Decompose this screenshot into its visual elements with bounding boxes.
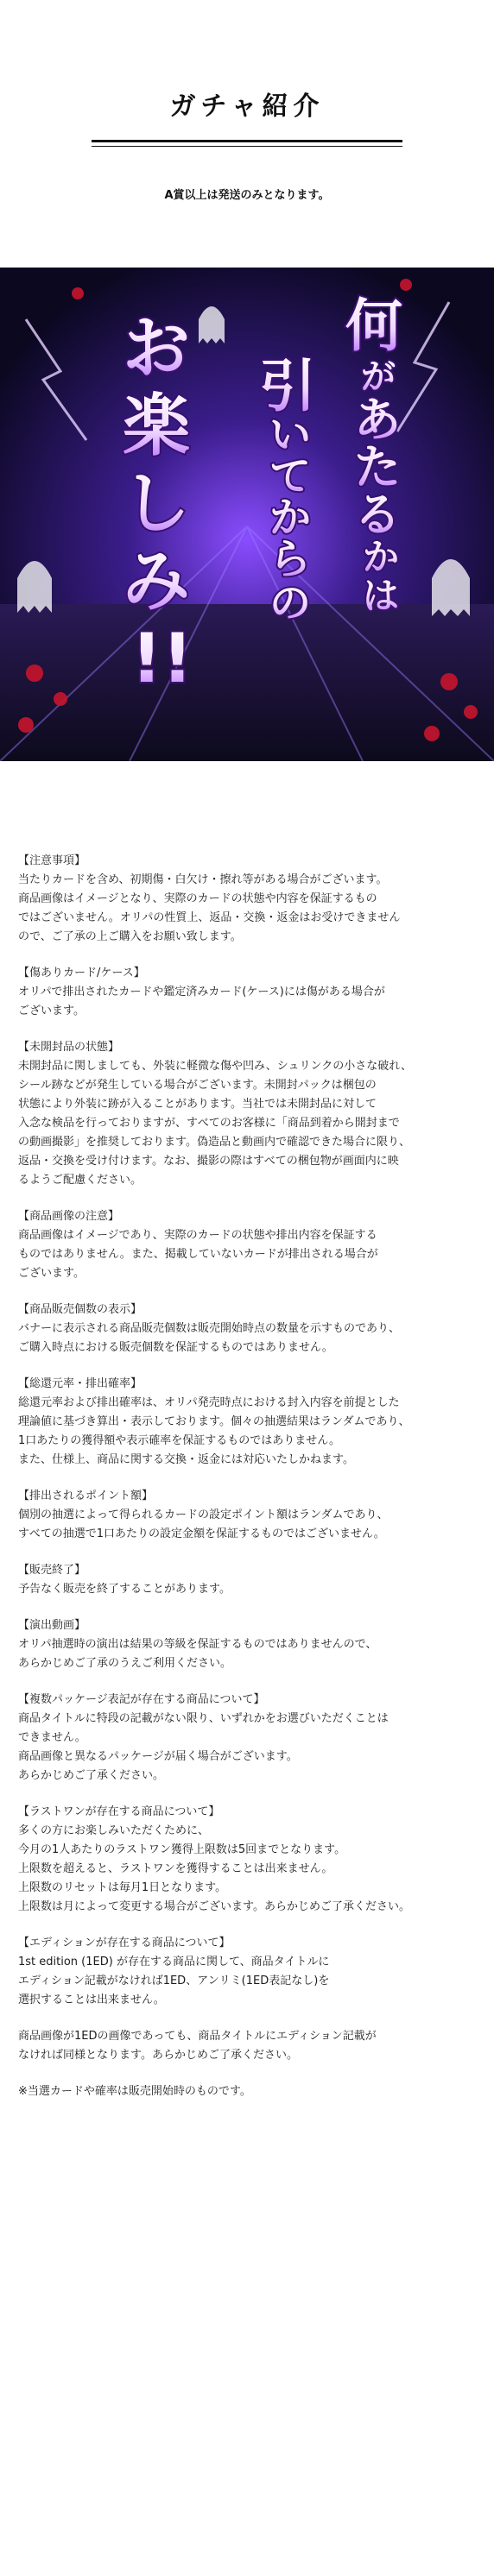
section-line: 総還元率および排出確率は、オリパ発売時点における封入内容を前提とした xyxy=(18,1396,400,1409)
title-divider-thin xyxy=(92,146,402,147)
svg-text:た: た xyxy=(354,440,401,494)
section-line: エディション記載がなければ1ED、アンリミ(1ED表記なし)を xyxy=(18,1975,330,1987)
terms-section xyxy=(18,2082,476,2101)
terms-section xyxy=(18,1487,476,1544)
terms-section xyxy=(18,964,476,1021)
section-title: 【注意事項】 xyxy=(18,854,86,867)
section-line: 上限数のリセットは毎月1日となります。 xyxy=(18,1881,227,1894)
section-title: 【総還元率・排出確率】 xyxy=(18,1377,142,1390)
svg-text:何: 何 xyxy=(345,293,402,359)
svg-text:し: し xyxy=(123,465,191,543)
svg-text:楽: 楽 xyxy=(123,387,191,465)
terms-section xyxy=(18,852,476,947)
section-line: ご購入時点における販売個数を保証するものではありません。 xyxy=(18,1341,333,1354)
section-title: 【販売終了】 xyxy=(18,1564,86,1577)
terms-section xyxy=(18,2027,476,2065)
section-title: 【エディションが存在する商品について】 xyxy=(18,1937,231,1949)
page-header xyxy=(0,0,494,202)
section-line: 上限数を超えると、ラストワンを獲得することは出来ません。 xyxy=(18,1862,333,1875)
section-title: 【複数パッケージ表記が存在する商品について】 xyxy=(18,1693,265,1706)
section-line: 商品タイトルに特段の記載がない限り、いずれかをお選びいただくことは xyxy=(18,1712,389,1725)
section-line: 上限数は月によって変更する場合がございます。あらかじめご了承ください。 xyxy=(18,1900,410,1913)
section-line: できません。 xyxy=(18,1731,86,1744)
section-line: 商品画像はイメージとなり、実際のカードの状態や内容を保証するもの xyxy=(18,892,377,905)
section-line: ではございません。オリパの性質上、返品・交換・返金はお受けできません xyxy=(18,911,401,924)
section-line: ので、ご了承の上ご購入をお願い致します。 xyxy=(18,930,242,943)
svg-text:!!: !! xyxy=(131,620,193,698)
svg-text:か: か xyxy=(269,494,312,542)
svg-text:が: が xyxy=(361,357,396,397)
terms-section xyxy=(18,1691,476,1786)
section-line: すべての抽選で1口あたりの設定金額を保証するものではございません。 xyxy=(18,1527,385,1540)
section-line: 多くの方にお楽しみいただくために、 xyxy=(18,1824,210,1837)
shipping-notice: A賞以上は発送のみとなります。 xyxy=(164,189,330,202)
section-line: オリパで排出されたカードや鑑定済みカード(ケース)には傷がある場合が xyxy=(18,986,385,998)
section-line: ※当選カードや確率は販売開始時のものです。 xyxy=(18,2085,251,2098)
svg-text:か: か xyxy=(363,536,400,578)
section-line: バナーに表示される商品販売個数は販売開始時点の数量を示すものであり、 xyxy=(18,1322,401,1335)
section-line: 商品画像と異なるパッケージが届く場合がございます。 xyxy=(18,1750,298,1763)
section-line: ございます。 xyxy=(18,1005,85,1017)
section-line: オリパ抽選時の演出は結果の等級を保証するものではありませんので、 xyxy=(18,1638,377,1651)
section-line: 状態により外装に跡が入ることがあります。当社では未開封品に対して xyxy=(18,1098,377,1111)
terms-section xyxy=(18,1934,476,2010)
section-line: 1口あたりの獲得額や表示確率を保証するものではありません。 xyxy=(18,1434,341,1447)
section-line: 個別の抽選によって得られるカードの設定ポイント額はランダムであり、 xyxy=(18,1508,389,1521)
section-line: 理論値に基づき算出・表示しております。個々の抽選結果はランダムであり、 xyxy=(18,1415,410,1428)
svg-text:て: て xyxy=(269,452,312,501)
section-line: の動画撮影」を推奨しております。偽造品と動画内で確認できた場合に限り、 xyxy=(18,1136,410,1149)
terms-section xyxy=(18,1561,476,1599)
section-title: 【排出されるポイント額】 xyxy=(18,1490,154,1502)
section-line: 未開封品に関しましても、外装に軽微な傷や凹み、シュリンクの小さな破れ、 xyxy=(18,1060,413,1073)
section-line: 1st edition (1ED) が存在する商品に関して、商品タイトルに xyxy=(18,1956,330,1968)
svg-text:引: 引 xyxy=(259,353,316,419)
section-title: 【傷ありカード/ケース】 xyxy=(18,967,145,979)
section-line: シール跡などが発生している場合がございます。未開封パックは梱包の xyxy=(18,1079,377,1092)
terms-section xyxy=(18,1207,476,1283)
section-title: 【商品販売個数の表示】 xyxy=(18,1303,142,1316)
section-line: あらかじめご了承ください。 xyxy=(18,1769,165,1782)
section-title: 【未開封品の状態】 xyxy=(18,1041,120,1054)
svg-text:み: み xyxy=(123,543,191,620)
svg-text:ら: ら xyxy=(269,535,312,583)
svg-text:る: る xyxy=(354,488,401,542)
svg-text:お: お xyxy=(123,310,191,387)
section-line: ものではありません。また、掲載していないカードが排出される場合が xyxy=(18,1248,378,1261)
svg-text:は: は xyxy=(363,575,400,617)
svg-text:あ: あ xyxy=(354,393,401,447)
section-line: なければ同様となります。あらかじめご了承ください。 xyxy=(18,2049,298,2062)
terms-section xyxy=(18,1375,476,1470)
promo-banner-image xyxy=(0,268,494,761)
page-title: ガチャ紹介 xyxy=(169,91,325,122)
section-line: 今月の1人あたりのラストワン獲得上限数は5回までとなります。 xyxy=(18,1843,346,1856)
section-line: また、仕様上、商品に関する交換・返金には対応いたしかねます。 xyxy=(18,1453,354,1466)
section-line: あらかじめご了承のうえご利用ください。 xyxy=(18,1657,232,1670)
section-line: るようご配慮ください。 xyxy=(18,1174,142,1187)
terms-content xyxy=(18,852,476,2119)
svg-text:の: の xyxy=(269,579,312,627)
section-line: 商品画像が1EDの画像であっても、商品タイトルにエディション記載が xyxy=(18,2030,377,2043)
section-line: 予告なく販売を終了することがあります。 xyxy=(18,1583,231,1596)
terms-section xyxy=(18,1803,476,1917)
section-line: 商品画像はイメージであり、実際のカードの状態や排出内容を保証する xyxy=(18,1229,377,1242)
section-line: ございます。 xyxy=(18,1267,85,1280)
section-line: 当たりカードを含め、初期傷・白欠け・擦れ等がある場合がございます。 xyxy=(18,873,388,886)
section-line: 選択することは出来ません。 xyxy=(18,1993,165,2006)
section-line: 返品・交換を受け付けます。なお、撮影の際はすべての梱包物が画面内に映 xyxy=(18,1155,399,1168)
terms-section xyxy=(18,1616,476,1673)
svg-text:い: い xyxy=(269,411,312,459)
terms-section xyxy=(18,1038,476,1190)
section-title: 【演出動画】 xyxy=(18,1619,86,1632)
terms-section xyxy=(18,1301,476,1357)
section-title: 【ラストワンが存在する商品について】 xyxy=(18,1805,220,1818)
section-title: 【商品画像の注意】 xyxy=(18,1210,120,1223)
title-divider-thick xyxy=(92,140,402,142)
section-line: 入念な検品を行っておりますが、すべてのお客様に「商品到着から開封まで xyxy=(18,1117,400,1130)
